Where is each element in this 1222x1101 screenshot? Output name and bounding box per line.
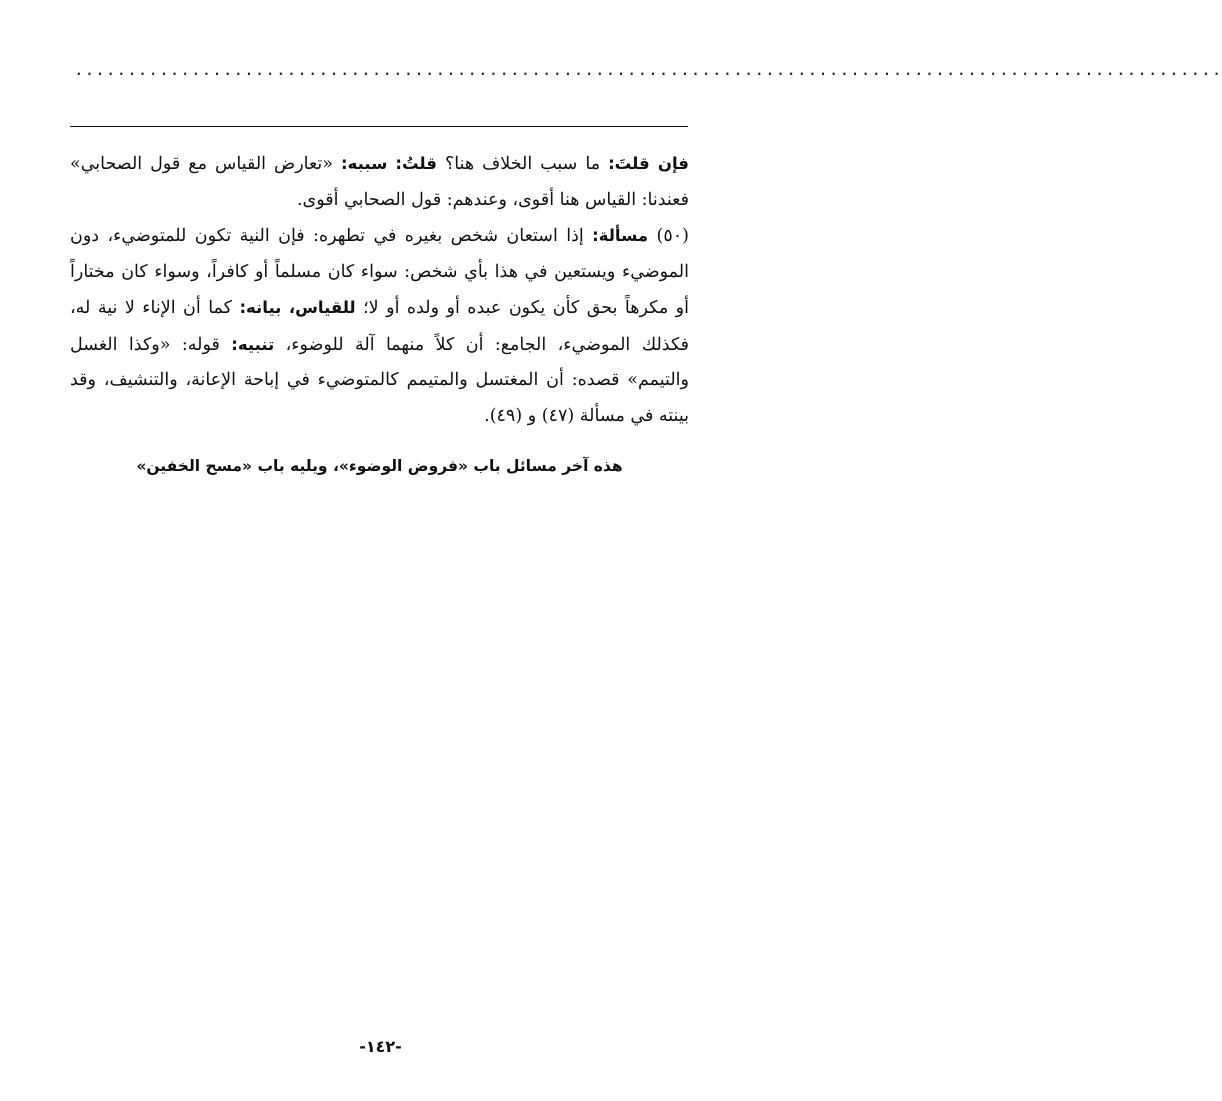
body-text <box>70 146 689 434</box>
explanation-label: بيانه: <box>239 298 282 317</box>
paragraph-question <box>70 146 689 218</box>
spacer-text <box>281 298 288 318</box>
issue-number: (٥٠) <box>648 226 689 246</box>
page-number: -١٤٢- <box>359 1037 402 1056</box>
reason-text: «تعارض القياس مع قول الصحابي» فعندنا: القياس هنا أقوى، وعندهم: قول الصحابي أقوى. <box>70 154 689 210</box>
answer-label: قلتُ: <box>395 154 437 173</box>
horizontal-divider <box>70 126 688 127</box>
issue-label: مسألة: <box>592 226 649 245</box>
question-text: ما سبب الخلاف هنا؟ <box>436 154 609 174</box>
note-label: تنبيه: <box>231 334 275 354</box>
question-lead: فإن قلتَ: <box>608 154 689 173</box>
paragraph-issue-50 <box>70 218 689 434</box>
dotted-header-rule: ............................................................................................................ <box>74 60 1222 79</box>
reason-label: سببه: <box>341 154 388 173</box>
note-text: قوله: «وكذا الغسل والتيمم» قصده: أن المغتسل والمتيمم كالمتوضيء في إباحة الإعانة، والتنشيف، وقد بينته في مسألة (٤٧) و (٤٩). <box>70 334 689 426</box>
analogy-label: للقياس، <box>288 298 356 317</box>
chapter-end-note: هذه آخر مسائل باب «فروض الوضوء»، ويليه باب «مسح الخفين» <box>136 457 623 475</box>
issue-text: إذا استعان شخص بغيره في تطهره: فإن النية تكون للمتوضيء، دون الموضيء ويستعين في هذا بأي شخص: سواء كان مسلماً أو كافراً، وسواء كان مختاراً أو مكرهاً بحق كأن يكون عبده أو ولده أو لا؛ <box>70 226 689 318</box>
explanation-text: كما أن الإناء لا نية له، فكذلك الموضيء، الجامع: أن كلاً منهما آلة للوضوء، <box>70 298 689 355</box>
